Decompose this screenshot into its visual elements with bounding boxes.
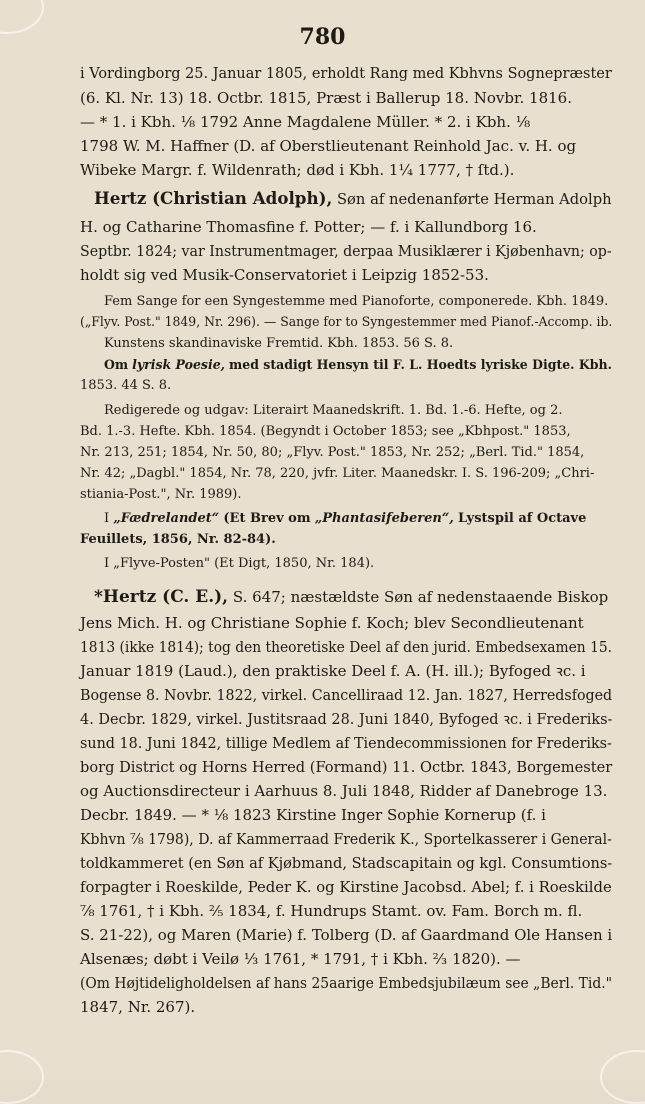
text-line: forpagter i Roeskilde, Peder K. og Kirstine Jacobsd. Abel; f. i Roeskilde bbox=[80, 878, 612, 896]
text-line: — * 1. i Kbh. ⅛ 1792 Anne Magdalene Müller. * 2. i Kbh. ⅛ bbox=[80, 113, 531, 131]
text-line: Kunstens skandinaviske Fremtid. Kbh. 1853. 56 S. 8. bbox=[104, 336, 454, 351]
text-line: Om lyrisk Poesie, med stadigt Hensyn til F. L. Hoedts lyriske Digte. Kbh. bbox=[104, 358, 612, 373]
text-line: toldkammeret (en Søn af Kjøbmand, Stadscapitain og kgl. Consumtions- bbox=[80, 854, 613, 872]
text-line: Septbr. 1824; var Instrumentmager, derpaa Musiklærer i Kjøbenhavn; op- bbox=[80, 242, 612, 260]
text-line: (Om Højtideligholdelsen af hans 25aarige Embedsjubilæum see „Berl. Tid." bbox=[80, 974, 613, 992]
text-line: 1853. 44 S. 8. bbox=[80, 378, 172, 393]
entry-heading: Hertz (Christian Adolph), bbox=[94, 189, 333, 209]
text-line: Søn af nedenanførte Herman Adolph bbox=[336, 190, 612, 208]
text-line: 1798 W. M. Haffner (D. af Oberstlieutenant Reinhold Jac. v. H. og bbox=[80, 137, 577, 155]
scan-thumb-mark bbox=[600, 1050, 645, 1104]
text-line: (6. Kl. Nr. 13) 18. Octbr. 1815, Præst i Ballerup 18. Novbr. 1816. bbox=[80, 89, 572, 107]
scan-thumb-mark bbox=[0, 1050, 44, 1104]
text-line: ⅞ 1761, † i Kbh. ²⁄₅ 1834, f. Hundrups Stamt. ov. Fam. Borch m. fl. bbox=[80, 902, 583, 920]
text-line: sund 18. Juni 1842, tillige Medlem af Tiendecommissionen for Frederiks- bbox=[80, 734, 612, 752]
entry-heading-line bbox=[94, 588, 608, 606]
text-line: og Auctionsdirecteur i Aarhuus 8. Juli 1848, Ridder af Danebroge 13. bbox=[80, 782, 608, 800]
text-line: S. 21-22), og Maren (Marie) f. Tolberg (D. af Gaardmand Ole Hansen i bbox=[80, 926, 613, 944]
text-line: i Vordingborg 25. Januar 1805, erholdt Rang med Kbhvns Sognepræster bbox=[80, 64, 612, 82]
text-line: 1847, Nr. 267). bbox=[80, 998, 196, 1016]
entry-heading-line bbox=[94, 190, 612, 208]
text-line: Fem Sange for een Syngestemme med Pianoforte, componerede. Kbh. 1849. bbox=[104, 294, 609, 309]
text-line: Bd. 1.-3. Hefte. Kbh. 1854. (Begyndt i October 1853; see „Kbhpost." 1853, bbox=[80, 424, 571, 439]
text-line: Wibeke Margr. f. Wildenrath; død i Kbh. 1¼ 1777, † ſtd.). bbox=[80, 161, 515, 179]
text-line: H. og Catharine Thomasfine f. Potter; — f. i Kallundborg 16. bbox=[80, 218, 537, 236]
text-line: Redigerede og udgav: Literairt Maanedskrift. 1. Bd. 1.-6. Hefte, og 2. bbox=[104, 403, 563, 418]
text-line: („Flyv. Post." 1849, Nr. 296). — Sange for to Syngestemmer med Pianof.-Accomp. ib. bbox=[80, 315, 613, 330]
entry-heading: *Hertz (C. E.), bbox=[94, 587, 229, 607]
text-line: holdt sig ved Musik-Conservatoriet i Leipzig 1852-53. bbox=[80, 266, 489, 284]
text-line: Decbr. 1849. — * ⅛ 1823 Kirstine Inger Sophie Kornerup (f. i bbox=[80, 806, 546, 824]
text-line: 1813 (ikke 1814); tog den theoretiske Deel af den jurid. Embedsexamen 15. bbox=[80, 638, 613, 656]
text-line: Januar 1819 (Laud.), den praktiske Deel f. A. (H. ill.); Byfoged ꝛc. i bbox=[80, 662, 586, 680]
text-line: Nr. 42; „Dagbl." 1854, Nr. 78, 220, jvfr. Liter. Maanedskr. I. S. 196-209; „Chri- bbox=[80, 466, 595, 481]
text-line: Bogense 8. Novbr. 1822, virkel. Cancelliraad 12. Jan. 1827, Herredsfoged bbox=[80, 686, 613, 704]
text-line: Alsenæs; døbt i Veilø ⅓ 1761, * 1791, † i Kbh. ²⁄₃ 1820). — bbox=[80, 950, 521, 968]
text-line: I „Fædrelandet“ (Et Brev om „Phantasifeberen“, Lystspil af Octave bbox=[104, 511, 587, 526]
text-line: 4. Decbr. 1829, virkel. Justitsraad 28. Juni 1840, Byfoged ꝛc. i Frederiks- bbox=[80, 710, 613, 728]
text-line: I „Flyve-Posten" (Et Digt, 1850, Nr. 184). bbox=[104, 556, 375, 571]
text-line: Jens Mich. H. og Christiane Sophie f. Koch; blev Secondlieutenant bbox=[80, 614, 584, 632]
text-line: Feuillets, 1856, Nr. 82-84). bbox=[80, 532, 276, 547]
text-line: borg District og Horns Herred (Formand) 11. Octbr. 1843, Borgemester bbox=[80, 758, 613, 776]
text-line: stiania-Post.", Nr. 1989). bbox=[80, 487, 242, 502]
text-line: S. 647; næstældste Søn af nedenstaaende Biskop bbox=[232, 588, 609, 606]
page-number: 780 bbox=[299, 24, 346, 50]
text-line: Kbhvn ⅞ 1798), D. af Kammerraad Frederik K., Sportelkasserer i General- bbox=[80, 830, 612, 848]
text-line: Nr. 213, 251; 1854, Nr. 50, 80; „Flyv. Post." 1853, Nr. 252; „Berl. Tid." 1854, bbox=[80, 445, 585, 460]
